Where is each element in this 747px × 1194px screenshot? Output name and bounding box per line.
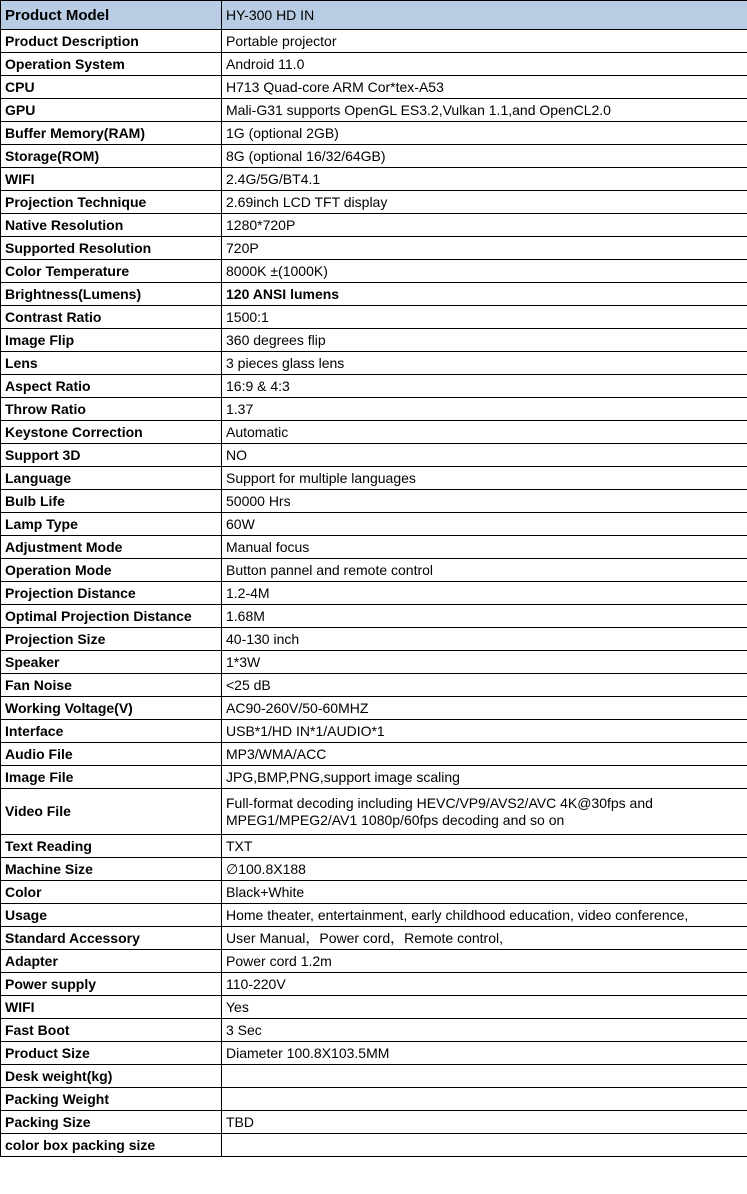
- row-key: Operation System: [1, 53, 222, 76]
- row-value: Yes: [222, 996, 747, 1019]
- table-row: [1, 145, 747, 168]
- table-row: [1, 743, 747, 766]
- table-row: [1, 559, 747, 582]
- table-row: [1, 1042, 747, 1065]
- table-row: [1, 651, 747, 674]
- table-row: [1, 858, 747, 881]
- row-value: Black+White: [222, 881, 747, 904]
- row-key: Support 3D: [1, 444, 222, 467]
- row-key: Working Voltage(V): [1, 697, 222, 720]
- table-row: [1, 467, 747, 490]
- row-value: Button pannel and remote control: [222, 559, 747, 582]
- row-key: Audio File: [1, 743, 222, 766]
- table-row: [1, 766, 747, 789]
- table-row: [1, 1088, 747, 1111]
- row-key: Native Resolution: [1, 214, 222, 237]
- header-key: Product Model: [1, 1, 222, 30]
- row-value: 1.37: [222, 398, 747, 421]
- row-key: Product Size: [1, 1042, 222, 1065]
- header-value: HY-300 HD IN: [222, 1, 747, 30]
- row-key: Throw Ratio: [1, 398, 222, 421]
- table-row: [1, 950, 747, 973]
- row-key: CPU: [1, 76, 222, 99]
- row-key: Optimal Projection Distance: [1, 605, 222, 628]
- table-row: [1, 1019, 747, 1042]
- row-value: Diameter 100.8X103.5MM: [222, 1042, 747, 1065]
- row-value: 3 Sec: [222, 1019, 747, 1042]
- table-row: [1, 421, 747, 444]
- row-value: 1G (optional 2GB): [222, 122, 747, 145]
- row-value: 720P: [222, 237, 747, 260]
- row-key: Power supply: [1, 973, 222, 996]
- row-value: Manual focus: [222, 536, 747, 559]
- row-key: Bulb Life: [1, 490, 222, 513]
- table-row: [1, 605, 747, 628]
- row-key: Packing Weight: [1, 1088, 222, 1111]
- row-key: Color: [1, 881, 222, 904]
- table-row: [1, 490, 747, 513]
- table-row: [1, 904, 747, 927]
- row-key: Adjustment Mode: [1, 536, 222, 559]
- row-key: Aspect Ratio: [1, 375, 222, 398]
- table-row: [1, 191, 747, 214]
- row-key: WIFI: [1, 168, 222, 191]
- row-value: 1280*720P: [222, 214, 747, 237]
- row-value: Home theater, entertainment, early childhood education, video conference,: [222, 904, 747, 927]
- row-value: User Manual，Power cord，Remote control,: [222, 927, 747, 950]
- row-value: 3 pieces glass lens: [222, 352, 747, 375]
- table-row: [1, 835, 747, 858]
- row-value: 1*3W: [222, 651, 747, 674]
- table-header-row: [1, 1, 747, 30]
- row-value: Power cord 1.2m: [222, 950, 747, 973]
- row-key: Speaker: [1, 651, 222, 674]
- row-key: WIFI: [1, 996, 222, 1019]
- table-row: [1, 352, 747, 375]
- row-value: 8000K ±(1000K): [222, 260, 747, 283]
- row-key: Video File: [1, 789, 222, 835]
- row-key: color box packing size: [1, 1134, 222, 1157]
- table-row: [1, 927, 747, 950]
- row-key: GPU: [1, 99, 222, 122]
- table-row: [1, 237, 747, 260]
- row-key: Text Reading: [1, 835, 222, 858]
- table-row: [1, 260, 747, 283]
- row-value: MP3/WMA/ACC: [222, 743, 747, 766]
- row-key: Image Flip: [1, 329, 222, 352]
- row-value: 360 degrees flip: [222, 329, 747, 352]
- row-key: Packing Size: [1, 1111, 222, 1134]
- row-value: AC90-260V/50-60MHZ: [222, 697, 747, 720]
- table-row: [1, 697, 747, 720]
- table-row: [1, 214, 747, 237]
- row-key: Supported Resolution: [1, 237, 222, 260]
- row-value: 16:9 & 4:3: [222, 375, 747, 398]
- table-row: [1, 881, 747, 904]
- row-key: Color Temperature: [1, 260, 222, 283]
- row-key: Keystone Correction: [1, 421, 222, 444]
- row-value: TBD: [222, 1111, 747, 1134]
- row-value: JPG,BMP,PNG,support image scaling: [222, 766, 747, 789]
- table-row: [1, 789, 747, 835]
- row-value: 1500:1: [222, 306, 747, 329]
- row-key: Fast Boot: [1, 1019, 222, 1042]
- row-key: Product Description: [1, 30, 222, 53]
- row-value: <25 dB: [222, 674, 747, 697]
- table-row: [1, 283, 747, 306]
- table-row: [1, 329, 747, 352]
- row-key: Contrast Ratio: [1, 306, 222, 329]
- row-value: Mali-G31 supports OpenGL ES3.2,Vulkan 1.1,and OpenCL2.0: [222, 99, 747, 122]
- table-row: [1, 306, 747, 329]
- table-row: [1, 375, 747, 398]
- row-value: USB*1/HD IN*1/AUDIO*1: [222, 720, 747, 743]
- row-key: Interface: [1, 720, 222, 743]
- table-row: [1, 720, 747, 743]
- row-key: Fan Noise: [1, 674, 222, 697]
- row-key: Projection Technique: [1, 191, 222, 214]
- table-row: [1, 582, 747, 605]
- row-key: Lamp Type: [1, 513, 222, 536]
- row-key: Adapter: [1, 950, 222, 973]
- table-row: [1, 53, 747, 76]
- row-value: Portable projector: [222, 30, 747, 53]
- table-row: [1, 1111, 747, 1134]
- row-value: 8G (optional 16/32/64GB): [222, 145, 747, 168]
- table-row: [1, 99, 747, 122]
- table-row: [1, 1134, 747, 1157]
- row-value: TXT: [222, 835, 747, 858]
- row-key: Standard Accessory: [1, 927, 222, 950]
- table-row: [1, 398, 747, 421]
- row-key: Image File: [1, 766, 222, 789]
- row-key: Machine Size: [1, 858, 222, 881]
- row-value: 60W: [222, 513, 747, 536]
- table-row: [1, 444, 747, 467]
- row-key: Brightness(Lumens): [1, 283, 222, 306]
- table-row: [1, 168, 747, 191]
- row-value: [222, 1134, 747, 1157]
- row-value: H713 Quad-core ARM Cor*tex-A53: [222, 76, 747, 99]
- table-row: [1, 996, 747, 1019]
- table-row: [1, 76, 747, 99]
- row-value: 1.2-4M: [222, 582, 747, 605]
- row-key: Projection Distance: [1, 582, 222, 605]
- row-key: Storage(ROM): [1, 145, 222, 168]
- row-value: 110-220V: [222, 973, 747, 996]
- table-row: [1, 674, 747, 697]
- row-value: NO: [222, 444, 747, 467]
- table-row: [1, 973, 747, 996]
- table-row: [1, 628, 747, 651]
- row-value: [222, 1088, 747, 1111]
- row-value: Automatic: [222, 421, 747, 444]
- row-key: Operation Mode: [1, 559, 222, 582]
- table-row: [1, 122, 747, 145]
- row-value: 2.69inch LCD TFT display: [222, 191, 747, 214]
- row-key: Usage: [1, 904, 222, 927]
- row-key: Desk weight(kg): [1, 1065, 222, 1088]
- row-value: 2.4G/5G/BT4.1: [222, 168, 747, 191]
- row-key: Projection Size: [1, 628, 222, 651]
- row-value: 40-130 inch: [222, 628, 747, 651]
- table-row: [1, 1065, 747, 1088]
- row-value: Android 11.0: [222, 53, 747, 76]
- row-value: Support for multiple languages: [222, 467, 747, 490]
- row-value: 50000 Hrs: [222, 490, 747, 513]
- table-row: [1, 513, 747, 536]
- table-row: [1, 30, 747, 53]
- row-key: Lens: [1, 352, 222, 375]
- row-key: Buffer Memory(RAM): [1, 122, 222, 145]
- row-value: 120 ANSI lumens: [222, 283, 747, 306]
- row-value: Full-format decoding including HEVC/VP9/AVS2/AVC 4K@30fps and MPEG1/MPEG2/AV1 1080p/60fps decoding and so on: [222, 789, 747, 835]
- row-value: ∅100.8X188: [222, 858, 747, 881]
- table-row: [1, 536, 747, 559]
- row-value: [222, 1065, 747, 1088]
- row-key: Language: [1, 467, 222, 490]
- row-value: 1.68M: [222, 605, 747, 628]
